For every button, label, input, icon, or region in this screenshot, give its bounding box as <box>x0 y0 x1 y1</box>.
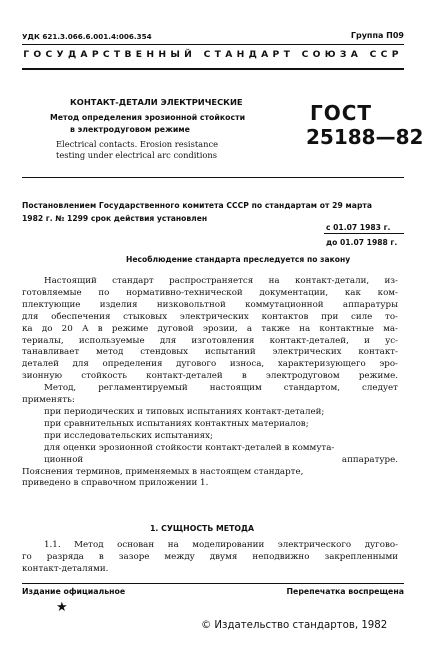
list-item: для оценки эрозионной стойкости контакт-деталей в коммута- <box>44 442 335 453</box>
star-icon: ★ <box>56 600 68 615</box>
group-code: Группа П09 <box>350 31 404 40</box>
decree-line1: Постановлением Государственного комитета СССР по стандартам от 29 марта <box>22 201 373 210</box>
section-paragraph <box>22 540 398 576</box>
text-line: го разряда в зазоре между двумя неподвижно закрепленными <box>22 551 398 562</box>
text-line: танавливает метод стендовых испытаний электрических контакт- <box>22 347 398 358</box>
title-ru: КОНТАКТ-ДЕТАЛИ ЭЛЕКТРИЧЕСКИЕ <box>70 97 243 107</box>
list-item: приведено в справочном приложении 1. <box>22 478 209 489</box>
header-rule-bottom <box>22 68 404 70</box>
text-line: применять: <box>22 395 75 406</box>
publisher-copyright: © Издательство стандартов, 1982 <box>201 620 388 631</box>
decree-line2: 1982 г. № 1299 срок действия установлен <box>22 214 208 223</box>
text-line: зионную стойкость контакт-деталей в электродуговом режиме. <box>22 371 398 382</box>
gost-number: 25188—82 <box>306 125 424 149</box>
reprint-prohibited: Перепечатка воспрещена <box>286 587 404 596</box>
header-rule-top <box>22 44 404 45</box>
list-item: ционной аппаратуре. <box>44 454 398 465</box>
text-line: плектующие изделия низковольтной коммутационной аппаратуры <box>22 299 398 310</box>
title-rule <box>22 177 404 178</box>
text-line: Настоящий стандарт распространяется на контакт-детали, из- <box>44 276 398 286</box>
subtitle-ru-line2: в электродуговом режиме <box>70 125 190 134</box>
footer-rule <box>22 583 404 584</box>
text-line: при сравнительных испытаниях контактных материалов; <box>44 418 309 429</box>
title-en-line1: Electrical contacts. Erosion resistance <box>56 139 219 149</box>
text-line: при периодических и типовых испытаниях контакт-деталей; <box>44 406 325 417</box>
list-item: Пояснения терминов, применяемых в настоящем стандарте, <box>22 466 304 477</box>
intro-paragraph <box>22 276 398 490</box>
text-line: деталей для определения дугового износа, характеризующего эро- <box>22 359 398 370</box>
text-line: готовляемые по нормативно-технической документации, как ком- <box>22 287 398 298</box>
section-heading: 1. СУЩНОСТЬ МЕТОДА <box>150 524 255 533</box>
validity-from: с 01.07 1983 г. <box>326 223 391 232</box>
text-line: териалы, используемые для изготовления контакт-деталей, и ус- <box>22 335 398 346</box>
list-item: при исследовательских испытаниях; <box>44 430 213 441</box>
non-compliance-note: Несоблюдение стандарта преследуется по закону <box>126 255 351 264</box>
text-line: ка до 20 А в режиме дуговой эрозии, а также на контактные ма- <box>22 323 398 334</box>
state-standard-banner: ГОСУДАРСТВЕННЫЙ СТАНДАРТ СОЮЗА ССР <box>23 49 403 60</box>
text-line: контакт-деталями. <box>22 563 109 574</box>
text-line: 1.1. Метод основан на моделировании электрического дугово- <box>44 540 398 550</box>
title-en-line2: testing under electrical arc conditions <box>56 150 217 160</box>
validity-to: до 01.07 1988 г. <box>326 238 398 247</box>
validity-rule <box>324 233 404 234</box>
text-line: Метод, регламентируемый настоящим стандартом, следует <box>44 383 398 394</box>
official-edition: Издание официальное <box>22 587 126 596</box>
gost-label: ГОСТ <box>310 101 373 125</box>
subtitle-ru-line1: Метод определения эрозионной стойкости <box>50 113 246 122</box>
text-line: для обеспечения стыковых электрических контактов при силе то- <box>22 311 398 322</box>
udk-code: УДК 621.3.066.6.001.4:006.354 <box>22 32 152 41</box>
